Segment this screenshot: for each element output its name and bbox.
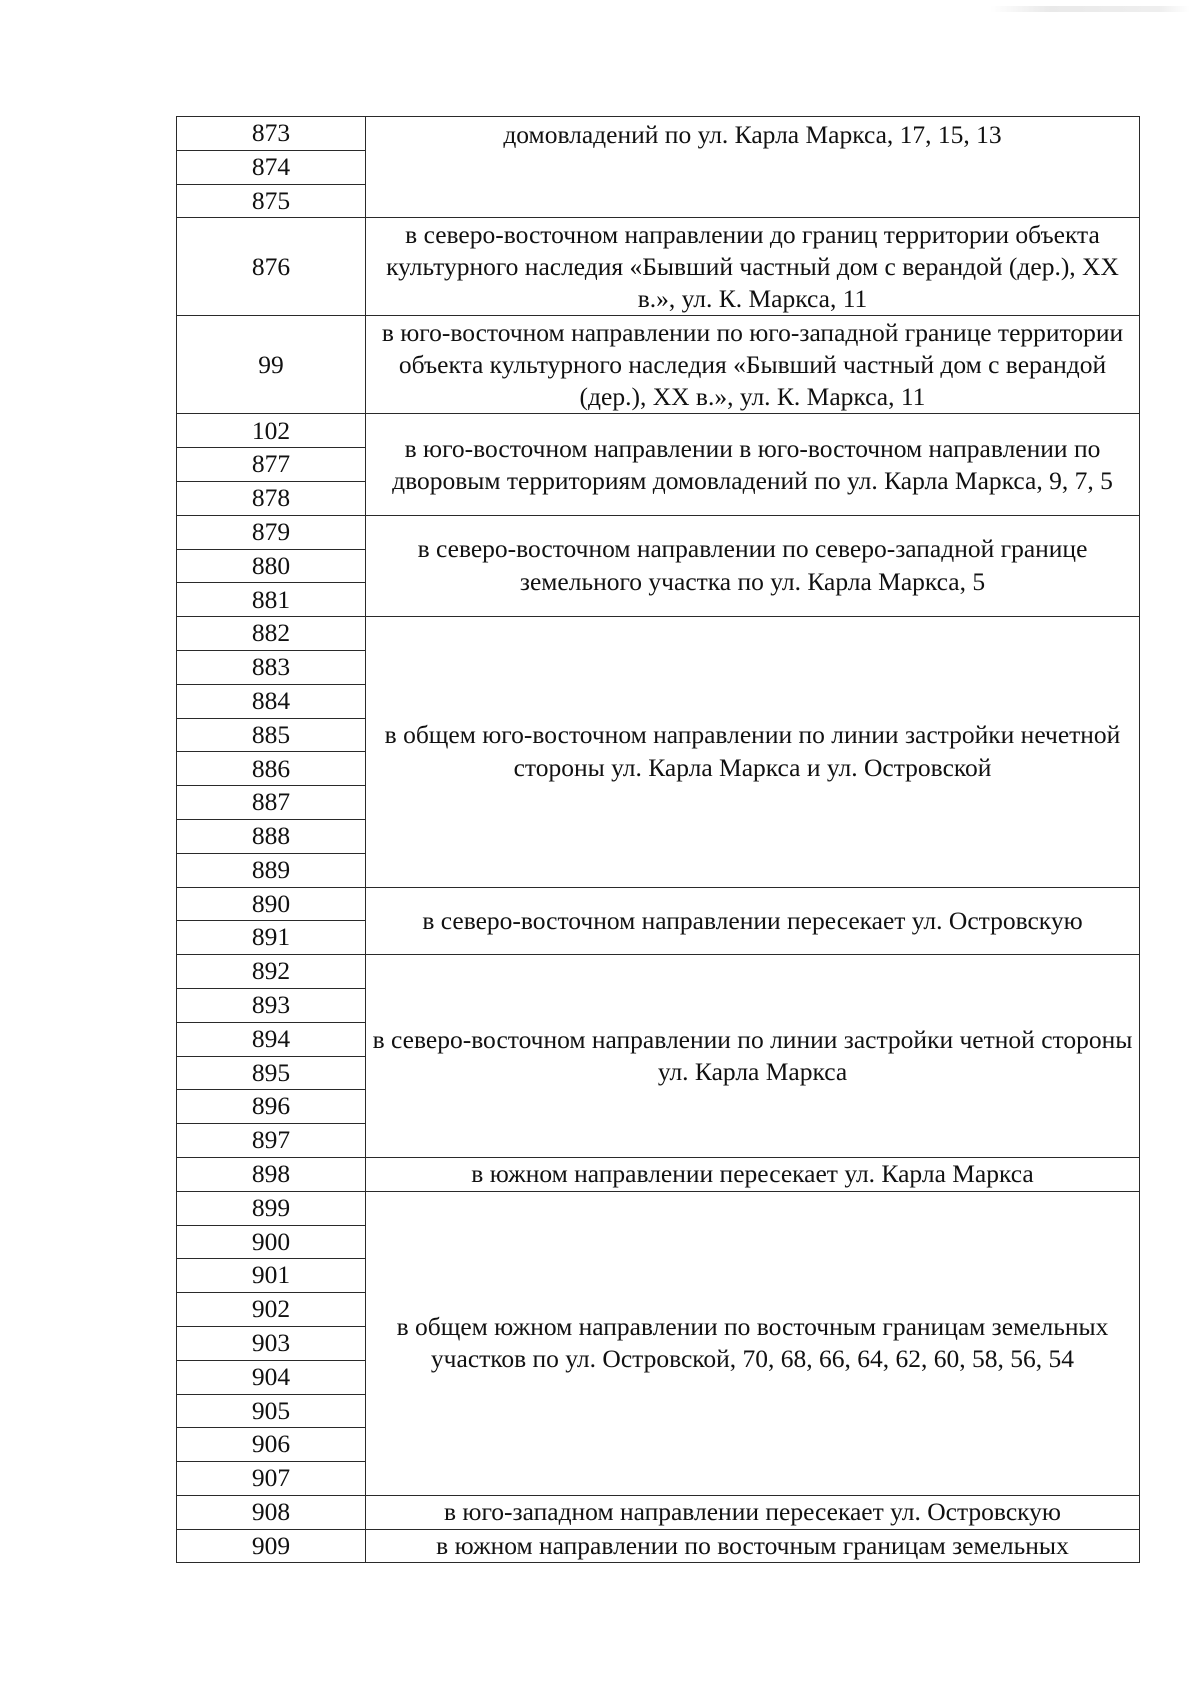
- point-number: 875: [177, 184, 366, 218]
- segment-description: в северо-восточном направлении по линии застройки четной стороны ул. Карла Маркса: [366, 955, 1140, 1158]
- table-row: [177, 1157, 1140, 1191]
- point-number: 905: [177, 1394, 366, 1428]
- table-row: [177, 887, 1140, 921]
- segment-description: в юго-восточном направлении по юго-западной границе территории объекта культурного наследия «Бывший частный дом с верандой (дер.), XX в.», ул. К. Маркса, 11: [366, 316, 1140, 414]
- point-number: 907: [177, 1462, 366, 1496]
- point-number: 886: [177, 752, 366, 786]
- point-number: 890: [177, 887, 366, 921]
- point-number: 874: [177, 150, 366, 184]
- point-number: 887: [177, 786, 366, 820]
- point-number: 873: [177, 117, 366, 151]
- point-number: 901: [177, 1259, 366, 1293]
- point-number: 896: [177, 1090, 366, 1124]
- point-number: 881: [177, 583, 366, 617]
- point-number: 895: [177, 1056, 366, 1090]
- point-number: 892: [177, 955, 366, 989]
- boundary-points-table: [176, 116, 1140, 1563]
- point-number: 877: [177, 448, 366, 482]
- point-number: 880: [177, 549, 366, 583]
- table-row: [177, 316, 1140, 414]
- point-number: 902: [177, 1293, 366, 1327]
- segment-description: домовладений по ул. Карла Маркса, 17, 15, 13: [366, 117, 1140, 218]
- point-number: 884: [177, 684, 366, 718]
- point-number: 878: [177, 481, 366, 515]
- segment-description: в южном направлении по восточным границам земельных: [366, 1529, 1140, 1563]
- table-row: [177, 1529, 1140, 1563]
- point-number: 904: [177, 1360, 366, 1394]
- point-number: 99: [177, 316, 366, 414]
- point-number: 909: [177, 1529, 366, 1563]
- segment-description: в общем южном направлении по восточным границам земельных участков по ул. Островской, 70, 68, 66, 64, 62, 60, 58, 56, 54: [366, 1191, 1140, 1495]
- point-number: 894: [177, 1022, 366, 1056]
- point-number: 888: [177, 819, 366, 853]
- point-number: 876: [177, 218, 366, 316]
- point-number: 102: [177, 414, 366, 448]
- point-number: 893: [177, 988, 366, 1022]
- segment-description: в общем юго-восточном направлении по линии застройки нечетной стороны ул. Карла Маркса и ул. Островской: [366, 617, 1140, 887]
- table-row: [177, 414, 1140, 448]
- scan-artifact: [990, 6, 1190, 12]
- segment-description: в северо-восточном направлении пересекает ул. Островскую: [366, 887, 1140, 955]
- table-row: [177, 117, 1140, 151]
- point-number: 897: [177, 1124, 366, 1158]
- segment-description: в юго-западном направлении пересекает ул. Островскую: [366, 1495, 1140, 1529]
- table-row: [177, 955, 1140, 989]
- point-number: 883: [177, 650, 366, 684]
- segment-description: в северо-восточном направлении по северо-западной границе земельного участка по ул. Карла Маркса, 5: [366, 515, 1140, 616]
- point-number: 885: [177, 718, 366, 752]
- point-number: 906: [177, 1428, 366, 1462]
- table-row: [177, 617, 1140, 651]
- point-number: 889: [177, 853, 366, 887]
- point-number: 903: [177, 1326, 366, 1360]
- table-row: [177, 1495, 1140, 1529]
- table-row: [177, 1191, 1140, 1225]
- point-number: 899: [177, 1191, 366, 1225]
- segment-description: в южном направлении пересекает ул. Карла Маркса: [366, 1157, 1140, 1191]
- point-number: 879: [177, 515, 366, 549]
- table-row: [177, 218, 1140, 316]
- table-row: [177, 515, 1140, 549]
- segment-description: в северо-восточном направлении до границ территории объекта культурного наследия «Бывший частный дом с верандой (дер.), XX в.», ул. К. Маркса, 11: [366, 218, 1140, 316]
- point-number: 908: [177, 1495, 366, 1529]
- point-number: 900: [177, 1225, 366, 1259]
- segment-description: в юго-восточном направлении в юго-восточном направлении по дворовым территориям домовладений по ул. Карла Маркса, 9, 7, 5: [366, 414, 1140, 515]
- point-number: 882: [177, 617, 366, 651]
- point-number: 891: [177, 921, 366, 955]
- point-number: 898: [177, 1157, 366, 1191]
